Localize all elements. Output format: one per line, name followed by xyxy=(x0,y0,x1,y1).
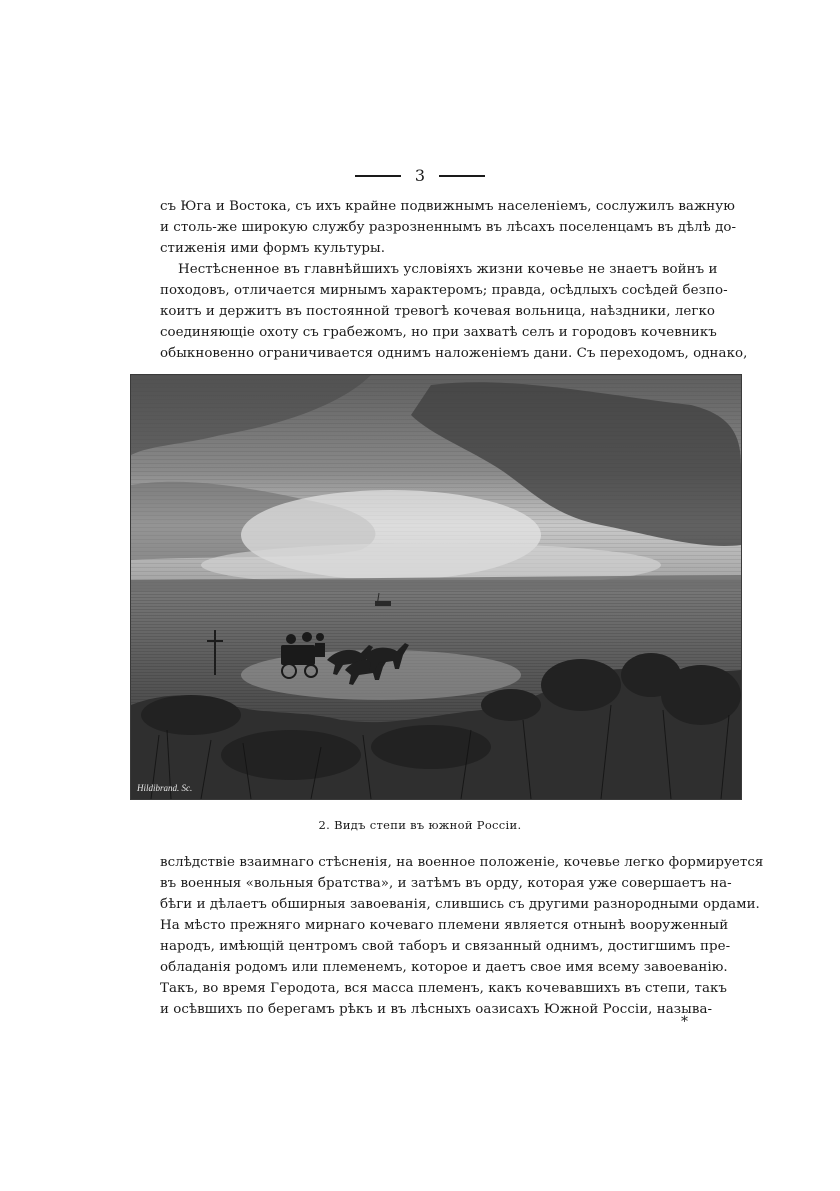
left-dash-rule xyxy=(355,175,401,177)
text-line: народъ, имѣющiй центромъ свой таборъ и связанный однимъ, достигшимъ пре- xyxy=(160,939,731,954)
text-line: съ Юга и Востока, съ ихъ крайне подвижнымъ населенiемъ, сослужилъ важную xyxy=(160,199,735,214)
text-line: стиженiя ими формъ культуры. xyxy=(160,241,386,256)
text-line: въ военныя «вольныя братства», и затѣмъ въ орду, которая уже совершаетъ на- xyxy=(160,876,732,891)
text-line: На мѣсто прежняго мирнаго кочеваго племени является отнынѣ вооруженный xyxy=(160,918,729,933)
steppe-engraving xyxy=(131,375,741,799)
page-number: 3 xyxy=(414,166,426,185)
text-line: коитъ и держитъ въ постоянной тревогѣ кочевая вольница, наѣздники, легко xyxy=(160,304,716,319)
right-dash-rule xyxy=(439,175,485,177)
text-line: бѣги и дѣлаетъ обширныя завоеванiя, слившись съ другими разнородными ордами. xyxy=(160,897,760,912)
text-line: и осѣвшихъ по берегамъ рѣкъ и въ лѣсныхъ оазисахъ Южной Россiи, называ- xyxy=(160,1002,713,1017)
text-line: соединяющiе охоту съ грабежомъ, но при захватѣ селъ и городовъ кочевникъ xyxy=(160,325,717,340)
engraver-signature: Hildibrand. Sc. xyxy=(137,783,193,793)
text-line: и столь-же широкую службу разрозненнымъ въ лѣсахъ поселенцамъ въ дѣлѣ до- xyxy=(160,220,737,235)
text-line: походовъ, отличается мирнымъ характеромъ; правда, осѣдлыхъ сосѣдей безпо- xyxy=(160,283,728,298)
figure-caption: 2. Видъ степи въ южной Россiи. xyxy=(318,818,522,832)
text-line: обладанiя родомъ или племенемъ, которое и даетъ свое имя всему завоеванiю. xyxy=(160,960,728,975)
steppe-engraving-illustration xyxy=(130,374,742,800)
text-line: Нестѣсненное въ главнѣйшихъ условiяхъ жизни кочевье не знаетъ войнъ и xyxy=(178,262,718,277)
text-block-top xyxy=(160,196,748,364)
footnote-asterisk: * xyxy=(681,1014,688,1030)
text-line: вслѣдствiе взаимнаго стѣсненiя, на военное положенiе, кочевье легко формируется xyxy=(160,855,764,870)
text-line: обыкновенно ограничивается однимъ наложенiемъ дани. Съ переходомъ, однако, xyxy=(160,346,748,361)
page-number-header xyxy=(0,166,840,185)
text-block-bottom xyxy=(160,852,764,1020)
text-line: Такъ, во время Геродота, вся масса племенъ, какъ кочевавшихъ въ степи, такъ xyxy=(160,981,728,996)
